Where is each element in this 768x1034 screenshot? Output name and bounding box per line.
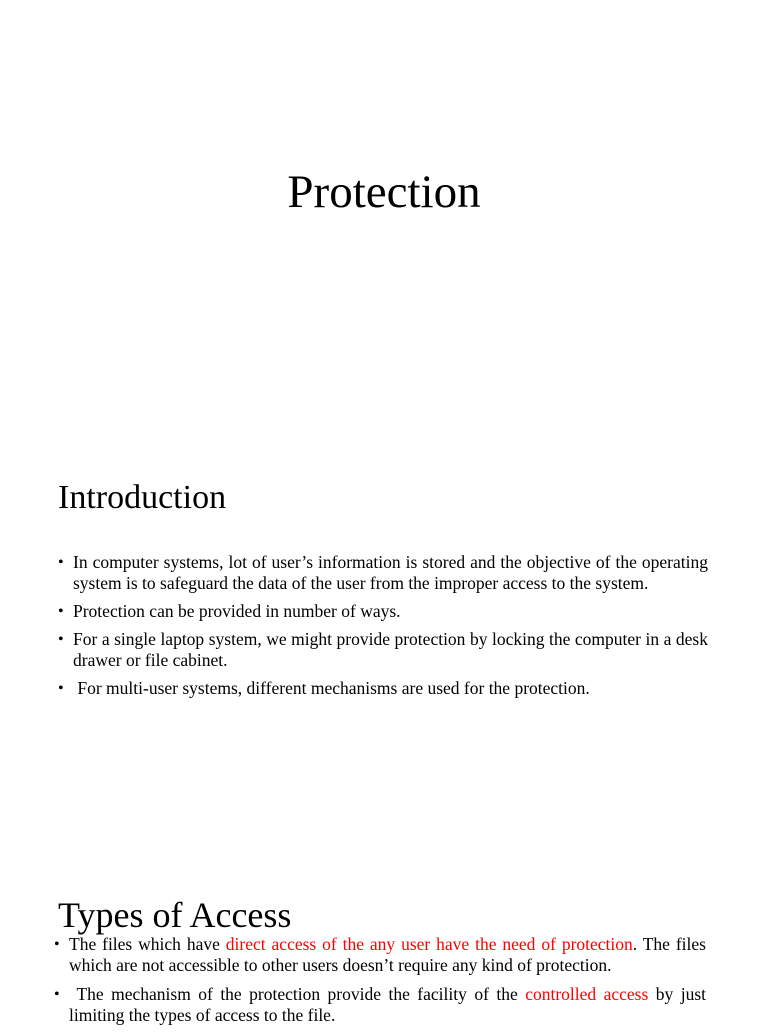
bullet-text-highlight: direct access of the any user have the need of protection	[225, 934, 633, 954]
slide-types-of-access	[0, 860, 768, 1024]
slide-introduction	[0, 430, 768, 850]
bullet-text-highlight: controlled access	[525, 984, 649, 1004]
bullet-dot-icon: •	[54, 936, 60, 953]
bullet-text-pre: The mechanism of the protection provide the facility of the	[69, 984, 526, 1004]
bullet-text-pre: The files which have	[69, 934, 226, 954]
bullet-text: For a single laptop system, we might provide protection by locking the computer in a desk drawer or file cabinet.	[73, 629, 708, 670]
bullet-item	[54, 984, 711, 1026]
bullet-list	[54, 934, 711, 1034]
slide-title	[0, 0, 768, 420]
bullet-text: Protection can be provided in number of ways.	[73, 601, 401, 621]
slide-heading: Introduction	[58, 479, 227, 516]
bullet-dot-icon: •	[58, 680, 64, 697]
bullet-text-post: . The files which are not accessible to other users doesn’t require any kind of protection.	[69, 934, 706, 975]
bullet-item	[54, 934, 706, 976]
slide-heading: Types of Access	[58, 895, 292, 935]
bullet-dot-icon: •	[54, 986, 60, 1003]
bullet-item	[58, 601, 708, 622]
bullet-item	[58, 629, 708, 671]
bullet-list	[58, 552, 708, 706]
bullet-dot-icon: •	[58, 603, 64, 620]
bullet-item	[58, 678, 708, 699]
bullet-dot-icon: •	[58, 554, 64, 571]
bullet-dot-icon: •	[58, 631, 64, 648]
bullet-text: For multi-user systems, different mechanisms are used for the protection.	[73, 678, 590, 698]
slide-title-text: Protection	[287, 166, 481, 218]
bullet-text-post: by just limiting the types of access to the file.	[69, 984, 711, 1025]
bullet-item	[58, 552, 708, 594]
bullet-text: In computer systems, lot of user’s information is stored and the objective of the operating system is to safeguard the data of the user from the improper access to the system.	[73, 552, 708, 593]
